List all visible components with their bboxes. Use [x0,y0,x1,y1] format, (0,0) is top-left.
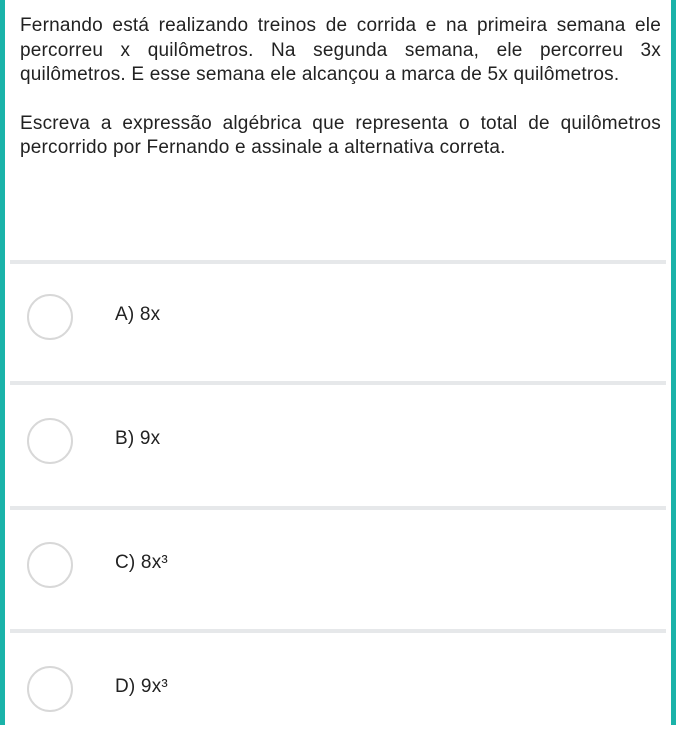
question-paragraph-2: Escreva a expressão algébrica que representa o total de quilômetros percorrido por Fernando e assinale a alternativa correta. [20,112,661,158]
option-c-label: C) 8x³ [115,552,168,573]
radio-button-a[interactable] [27,294,73,340]
option-d-label: D) 9x³ [115,676,168,697]
question-paragraph-1: Fernando está realizando treinos de corrida e na primeira semana ele percorreu x quilômetros. Na segunda semana, ele percorreu 3x quilômetros. E esse semana ele alcançou a marca de 5x quilômetros. [20,15,661,85]
radio-button-c[interactable] [27,542,73,588]
radio-button-b[interactable] [27,418,73,464]
option-c[interactable] [5,510,671,628]
option-b-label: B) 9x [115,428,161,449]
option-a[interactable] [5,264,671,382]
option-b[interactable] [5,385,671,503]
radio-button-d[interactable] [27,666,73,712]
question-text [20,14,661,185]
option-d[interactable] [5,633,671,751]
option-a-label: A) 8x [115,304,161,325]
